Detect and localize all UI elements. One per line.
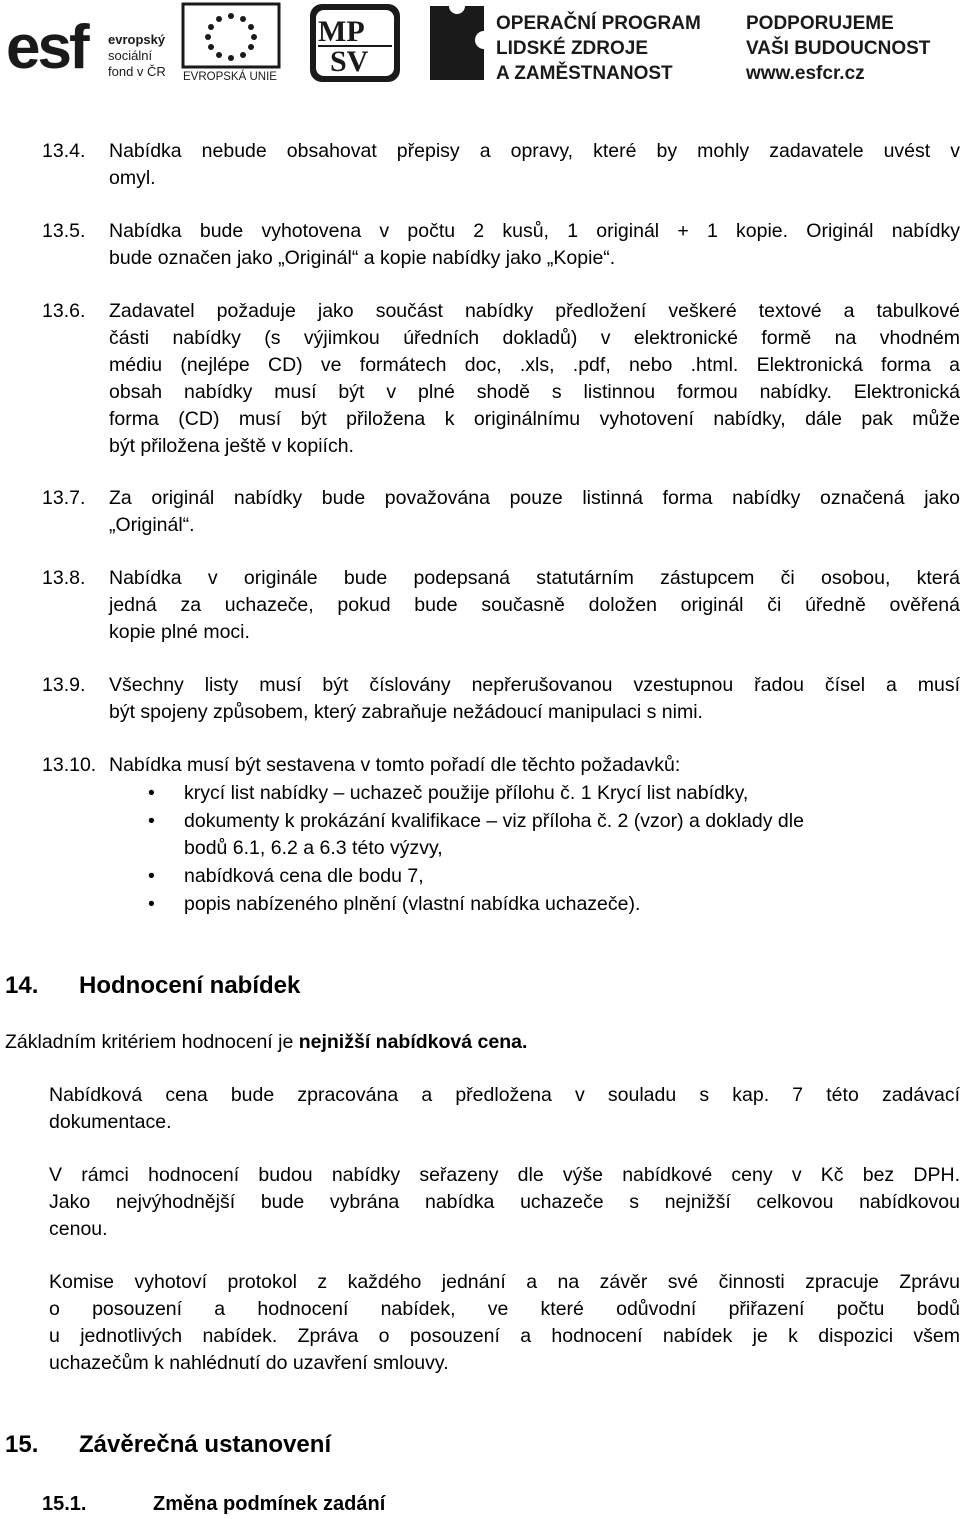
text-line: dokumentace. [49, 1111, 172, 1133]
item-number: 13.7. [42, 487, 86, 509]
svg-text:esf: esf [6, 13, 87, 82]
text-line: omyl. [109, 167, 156, 189]
text-line: Nabídková cena bude zpracována a předložena v souladu s kap. 7 této zadávací [49, 1084, 960, 1106]
bullet-icon: • [148, 782, 155, 804]
esf-caption-2: sociální [108, 48, 153, 63]
criterion-prefix: Základním kritériem hodnocení je [5, 1031, 299, 1053]
mpsv-logo [310, 4, 400, 82]
bullet-item: dokumenty k prokázání kvalifikace – viz příloha č. 2 (vzor) a doklady dle [184, 810, 804, 832]
bullet-item: popis nabízeného plnění (vlastní nabídka uchazeče). [184, 893, 641, 915]
text-line: V rámci hodnocení budou nabídky seřazeny dle výše nabídkové ceny v Kč bez DPH. [49, 1164, 960, 1186]
item-text [109, 138, 960, 192]
criterion-bold: nejnižší nabídková cena. [298, 1031, 528, 1053]
bullet-item: nabídková cena dle bodu 7, [184, 865, 424, 887]
text-line: kopie plné moci. [109, 621, 250, 643]
text-line: médiu (nejlépe CD) ve formátech doc, .xls, .pdf, nebo .html. Elektronická forma a [109, 354, 960, 376]
bullet-icon: • [148, 865, 155, 887]
text-line: Všechny listy musí být číslovány nepřerušovanou vzestupnou řadou čísel a musí [109, 674, 960, 696]
section-14-paragraph [49, 1162, 960, 1243]
item-number: 13.9. [42, 674, 86, 696]
item-number: 13.10. [42, 754, 97, 776]
esf-logo [6, 13, 166, 82]
section-15-title: Závěrečná ustanovení [79, 1431, 332, 1458]
slogan-line-1: PODPORUJEME [746, 13, 894, 34]
text-line: „Originál“. [109, 514, 195, 536]
op-line-2: LIDSKÉ ZDROJE [496, 38, 649, 59]
text-line: forma (CD) musí být přiložena k originálnímu vyhotovení nabídky, dále pak může [109, 408, 960, 430]
criterion-sentence [5, 1029, 527, 1056]
item-number: 13.8. [42, 567, 86, 589]
esf-caption-3: fond v ČR [108, 64, 166, 79]
text-line: Nabídka nebude obsahovat přepisy a opravy, které by mohly zadavatele uvést v [109, 140, 960, 162]
mpsv-line-2: SV [330, 45, 369, 78]
bullet-item: krycí list nabídky – uchazeč použije přílohu č. 1 Krycí list nabídky, [184, 782, 749, 804]
esf-url: www.esfcr.cz [746, 63, 865, 84]
logo-strip [0, 0, 960, 90]
text-line: uchazečům k nahlédnutí do uzavření smlouvy. [49, 1352, 449, 1374]
section-14-number: 14. [5, 972, 39, 999]
mpsv-line-1: MP [318, 15, 365, 48]
text-line: části nabídky (s výjimkou úředních dokladů) v elektronické formě na vhodném [109, 327, 960, 349]
text-line: o posouzení a hodnocení nabídek, ve které odůvodní přiřazení počtu bodů [49, 1298, 960, 1320]
item-text [109, 565, 960, 646]
slogan [745, 13, 931, 84]
section-14-title: Hodnocení nabídek [79, 972, 301, 999]
bullet-item-continuation: bodů 6.1, 6.2 a 6.3 této výzvy, [184, 837, 443, 859]
text-line: bude označen jako „Originál“ a kopie nabídky jako „Kopie“. [109, 247, 616, 269]
subsection-15-1-title: Změna podmínek zadání [153, 1493, 386, 1515]
text-line: být spojeny způsobem, který zabraňuje nežádoucí manipulaci s nimi. [109, 701, 703, 723]
item-text [109, 218, 960, 272]
bullet-icon: • [148, 893, 155, 915]
section-14-paragraph [49, 1082, 960, 1136]
eu-caption: EVROPSKÁ UNIE [183, 71, 277, 83]
bullet-icon: • [148, 810, 155, 832]
text-line: Nabídka bude vyhotovena v počtu 2 kusů, 1 originál + 1 kopie. Originál nabídky [109, 220, 960, 242]
text-line: u jednotlivých nabídek. Zpráva o posouzení a hodnocení nabídek je k dispozici všem [49, 1325, 960, 1347]
op-title [496, 12, 701, 84]
item-text: Nabídka musí být sestavena v tomto pořadí dle těchto požadavků: [109, 754, 681, 776]
puzzle-icon [430, 0, 493, 80]
op-line-3: A ZAMĚSTNANOST [496, 63, 673, 84]
text-line: být přiložena ještě v kopiích. [109, 435, 354, 457]
item-number: 13.4. [42, 140, 86, 162]
esf-caption-1: evropský [108, 32, 166, 47]
text-line: Komise vyhotoví protokol z každého jednání a na závěr své činnosti zpracuje Zprávu [49, 1271, 960, 1293]
op-line-1: OPERAČNÍ PROGRAM [496, 13, 701, 34]
text-line: obsah nabídky musí být v plné shodě s listinnou formou nabídky. Elektronická [109, 381, 960, 403]
item-text [109, 672, 960, 726]
section-15-number: 15. [5, 1431, 39, 1458]
item-number: 13.5. [42, 220, 86, 242]
slogan-line-2: VAŠI BUDOUCNOST [746, 38, 931, 59]
eu-flag-logo [183, 4, 279, 83]
text-line: cenou. [49, 1218, 108, 1240]
text-line: Nabídka v originále bude podepsaná statutárním zástupcem či osobou, která [109, 567, 960, 589]
item-text [109, 298, 960, 460]
item-number: 13.6. [42, 300, 86, 322]
subsection-15-1-number: 15.1. [42, 1493, 87, 1515]
text-line: Zadavatel požaduje jako součást nabídky předložení veškeré textové a tabulkové [109, 300, 960, 322]
text-line: Jako nejvýhodnější bude vybrána nabídka uchazeče s nejnižší celkovou nabídkovou [49, 1191, 960, 1213]
logo-header [0, 0, 960, 90]
item-text [109, 485, 960, 539]
text-line: jedná za uchazeče, pokud bude současně doložen originál či úředně ověřená [109, 594, 960, 616]
text-line: Za originál nabídky bude považována pouze listinná forma nabídky označená jako [109, 487, 960, 509]
section-14-paragraph [49, 1269, 960, 1377]
